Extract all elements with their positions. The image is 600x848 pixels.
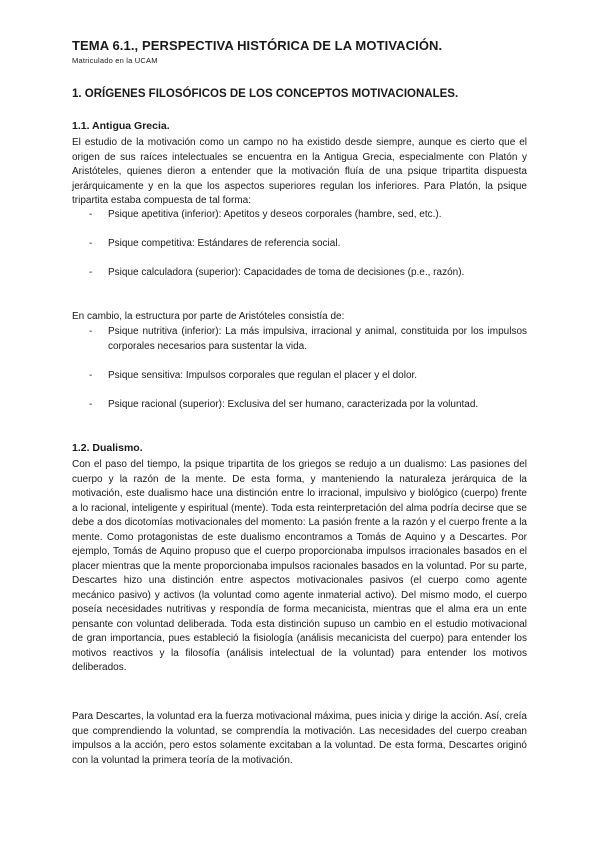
bullet-dash: - xyxy=(89,369,93,381)
subsection-heading-antigua-grecia: 1.1. Antigua Grecia. xyxy=(72,120,170,132)
document-title: TEMA 6.1., PERSPECTIVA HISTÓRICA DE LA MOTIVACIÓN. xyxy=(72,38,443,53)
list-item-text: Psique competitiva: Estándares de referencia social. xyxy=(108,238,341,249)
list-item-text: Psique racional (superior): Exclusiva del ser humano, caracterizada por la voluntad. xyxy=(108,398,479,410)
paragraph-intro-grecia: El estudio de la motivación como un campo no ha existido desde siempre, aunque es cierto que el origen de sus raíces intelectuales se encuentra en la Antigua Grecia, especialmente con Platón y Aristóteles, quienes dieron a entender que la motivación fluía de una psique tripartita dispuesta jerárquicamente y en la que los aspectos superiores regulan los inferiores. Para Platón, la psique tripartita estaba compuesta de tal forma: xyxy=(72,137,527,206)
list-item-text: Psique nutritiva (inferior): La más impulsiva, irracional y animal, constituida por los impulsos corporales necesarios para sustentar la vida. xyxy=(108,326,527,352)
list-item-text: Psique calculadora (superior): Capacidades de toma de decisiones (p.e., razón). xyxy=(108,267,465,278)
bullet-dash: - xyxy=(89,326,93,337)
list-item-text: Psique sensitiva: Impulsos corporales que regulan el placer y el dolor. xyxy=(108,369,418,381)
paragraph-dualismo: Con el paso del tiempo, la psique tripartita de los griegos se redujo a un dualismo: Las pasiones del cuerpo y la razón de la mente. De esta forma, y manteniendo la naturaleza jerárquica de la motivación, este dualismo hace una distinción entre lo irracional, impulsivo y biológico (cuerpo) frente a lo racional, inteligente y espiritual (mente). Toda esta reinterpretación del alma podría decirse que se debe a dos dicotomías motivacionales del momento: La pasión frente a la razón y el cuerpo frente a la mente. Como protagonistas de este dualismo encontramos a Tomás de Aquino y a Descartes. Por ejemplo, Tomás de Aquino propuso que el cuerpo proporcionaba impulsos irracionales basados en el placer mientras que la mente proporcionaba impulsos racionales basados en la voluntad. Por su parte, Descartes hizo una distinción entre aspectos motivacionales pasivos (el cuerpo como agente mecánico pasivo) y activos (la voluntad como agente inmaterial activo). Del mismo modo, el cuerpo poseía necesidades nutritivas y respondía de forma mecanicista, mientras que el alma era un ente pensante con voluntad deliberada. Toda esta distinción supuso un cambio en el estudio motivacional de gran importancia, pues estableció la fisiología (análisis mecanicista del cuerpo) para entender los motivos reactivos y la filosofía (análisis intelectual de la voluntad) para entender los motivos deliberados. xyxy=(72,459,527,673)
list-psique-platon xyxy=(72,208,527,295)
document-subtitle: Matriculado en la UCAM xyxy=(72,56,158,65)
list-item xyxy=(72,208,527,223)
list-item xyxy=(72,398,527,413)
subsection-heading-dualismo: 1.2. Dualismo. xyxy=(72,442,143,454)
list-item xyxy=(72,266,527,281)
list-item xyxy=(72,369,527,384)
bullet-dash: - xyxy=(89,398,93,410)
section-heading-origenes: 1. ORÍGENES FILOSÓFICOS DE LOS CONCEPTOS MOTIVACIONALES. xyxy=(72,88,459,100)
bullet-dash: - xyxy=(89,238,93,249)
paragraph-descartes: Para Descartes, la voluntad era la fuerza motivacional máxima, pues inicia y dirige la acción. Así, creía que comprendiendo la voluntad, se comprendía la motivación. Las necesidades del cuerpo creaban impulsos a la acción, pero estos solamente excitaban a la voluntad. De esta forma, Descartes originó con la voluntad la primera teoría de la motivación. xyxy=(72,711,527,766)
bullet-dash: - xyxy=(89,209,93,220)
list-psique-aristoteles xyxy=(72,325,527,427)
list-item xyxy=(72,325,527,354)
bullet-dash: - xyxy=(89,267,93,278)
list-item xyxy=(72,237,527,252)
list-item-text: Psique apetitiva (inferior): Apetitos y deseos corporales (hambre, sed, etc.). xyxy=(108,209,442,220)
paragraph-aristoteles-intro: En cambio, la estructura por parte de Aristóteles consistía de: xyxy=(72,311,345,322)
